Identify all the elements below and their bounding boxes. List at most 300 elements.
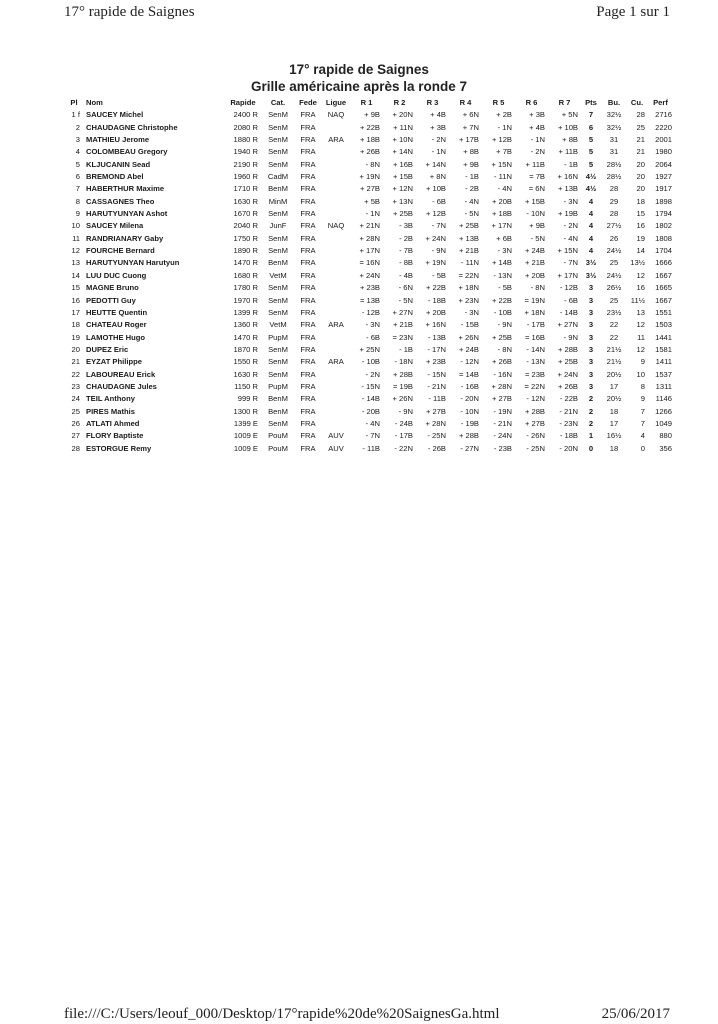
cell-round-5: - 10B [493,307,512,317]
cell-perf: 1704 [655,246,672,256]
cell-round-3: - 21N [427,381,446,391]
cell-pl: 7 [75,184,80,194]
cell-round-6: - 26N [526,431,545,441]
cell-nom: SAUCEY Michel [86,110,144,120]
cell-round-3: - 25N [427,431,446,441]
cell-ligue [322,282,350,294]
table-row [62,220,674,232]
cell-cat: PupM [268,381,288,391]
cell-pl: 13 [71,258,80,268]
cell-ligue [322,183,350,195]
cell-round-5: + 26B [491,357,512,367]
cell-ligue [322,344,350,356]
column-header-perf: Perf [653,98,668,107]
cell-nom: MAGNE Bruno [86,283,139,293]
cell-round-1: + 25N [359,344,380,354]
cell-rapide: 2400 R [233,110,258,120]
cell-nom: CHAUDAGNE Jules [86,381,157,391]
cell-round-4: + 17B [458,135,479,145]
cell-pts: 4½ [585,172,597,182]
cell-round-3: + 4B [430,110,446,120]
cell-ligue [322,307,350,319]
cell-pl: 24 [71,394,80,404]
cell-cat: VetM [269,320,287,330]
cell-fede: FRA [300,418,316,428]
cell-round-1: - 1N [365,209,380,219]
cell-round-6: - 8N [530,283,545,293]
cell-round-3: + 27B [425,406,446,416]
cell-pts: 5 [588,147,594,157]
cell-fede: FRA [300,159,316,169]
cell-cat: SenM [268,110,288,120]
cell-ligue [322,233,350,245]
cell-perf: 1898 [655,196,672,206]
cell-cat: MinM [268,196,288,206]
cell-round-7: + 16N [557,172,578,182]
cell-round-2: + 20N [392,110,413,120]
cell-nom: EYZAT Philippe [86,357,142,367]
cell-perf: 1917 [655,184,672,194]
cell-round-7: + 28B [557,344,578,354]
cell-round-2: - 4B [399,270,413,280]
cell-nom: HARUTYUNYAN Ashot [86,209,168,219]
cell-bu: 25 [609,258,619,268]
cell-cat: BenM [268,394,288,404]
cell-pts: 2 [588,418,594,428]
cell-cu: 13 [636,307,645,317]
cell-pl: 22 [71,369,80,379]
table-row [62,183,674,195]
cell-nom: CHAUDAGNE Christophe [86,122,178,132]
cell-perf: 1551 [655,307,672,317]
cell-round-6: = 23B [524,369,545,379]
cell-rapide: 1710 R [233,184,258,194]
cell-round-3: - 13B [427,332,446,342]
cell-round-1: + 24N [359,270,380,280]
cell-perf: 1537 [655,369,672,379]
cell-cat: SenM [268,369,288,379]
cell-cu: 19 [636,233,645,243]
cell-cu: 7 [640,406,645,416]
standings-table [62,97,674,455]
cell-pl: 9 [75,209,80,219]
cell-round-1: - 7N [365,431,380,441]
cell-perf: 1665 [655,283,672,293]
table-row [62,257,674,269]
cell-nom: LABOUREAU Erick [86,369,156,379]
cell-bu: 32½ [606,122,622,132]
cell-round-4: + 8B [463,147,479,157]
cell-cu: 11 [637,332,645,342]
cell-round-4: + 9B [463,159,479,169]
cell-perf: 880 [659,431,672,441]
cell-cu: 15 [636,209,645,219]
cell-round-6: = 16B [524,332,545,342]
cell-ligue [322,171,350,183]
cell-pl: 25 [71,406,80,416]
cell-nom: HABERTHUR Maxime [86,184,165,194]
cell-pl: 8 [75,196,80,206]
table-row [62,196,674,208]
cell-perf: 2716 [655,110,672,120]
column-header-r1: R 1 [360,98,373,107]
cell-nom: CASSAGNES Theo [86,196,155,206]
cell-pts: 4 [588,196,594,206]
cell-nom: MATHIEU Jerome [86,135,150,145]
cell-rapide: 1780 R [233,283,258,293]
cell-round-7: + 5N [561,110,578,120]
table-row [62,319,674,331]
cell-round-7: + 27N [557,320,578,330]
cell-round-3: - 11B [428,394,446,404]
cell-rapide: 1750 R [233,233,258,243]
cell-round-2: - 5N [398,295,413,305]
cell-ligue [322,406,350,418]
cell-fede: FRA [300,307,316,317]
cell-cu: 4 [640,431,645,441]
document-subtitle: Grille américaine après la ronde 7 [250,79,468,94]
cell-round-2: = 19B [392,381,413,391]
cell-bu: 28½ [606,159,622,169]
cell-round-7: + 17N [557,270,578,280]
cell-round-3: + 23B [425,357,446,367]
cell-bu: 28 [609,209,619,219]
cell-round-6: + 4B [529,122,545,132]
cell-round-6: - 17B [526,320,545,330]
cell-round-2: - 22N [394,443,413,453]
cell-ligue [322,418,350,430]
cell-round-7: - 20N [559,443,578,453]
cell-perf: 2220 [655,122,672,132]
cell-pts: 7 [588,110,594,120]
cell-round-5: + 6B [496,233,512,243]
cell-pts: 3 [588,307,594,317]
cell-perf: 1503 [655,320,672,330]
cell-pts: 5 [588,135,594,145]
cell-round-1: + 5B [364,196,380,206]
cell-round-1: + 19N [359,172,380,182]
cell-perf: 1667 [655,270,672,280]
column-header-pl: Pl [70,98,78,107]
cell-round-1: + 9B [364,110,380,120]
cell-nom: HARUTYUNYAN Harutyun [86,258,180,268]
cell-round-2: - 7B [399,246,413,256]
table-row [62,159,674,171]
page-header-title: 17° rapide de Saignes [64,4,195,20]
cell-round-3: - 9N [431,246,446,256]
cell-round-1: + 27B [359,184,380,194]
cell-bu: 25 [609,295,619,305]
cell-perf: 1927 [655,172,672,182]
cell-round-2: - 18N [394,357,413,367]
cell-round-7: - 1B [564,159,578,169]
cell-pts: 3½ [585,270,597,280]
cell-pl: 6 [75,172,80,182]
cell-perf: 1049 [655,418,672,428]
cell-pl: 1 f [71,110,80,120]
cell-rapide: 1009 E [233,431,258,441]
cell-round-5: - 9N [497,320,512,330]
cell-pts: 4 [588,221,594,231]
cell-round-5: + 28N [491,381,512,391]
cell-cat: SenM [268,283,288,293]
cell-round-2: + 25B [392,209,413,219]
cell-rapide: 1680 R [233,270,258,280]
cell-round-4: + 6N [462,110,479,120]
cell-round-6: + 20B [524,270,545,280]
cell-rapide: 2040 R [233,221,258,231]
table-row [62,307,674,319]
cell-nom: LUU DUC Cuong [86,270,147,280]
cell-bu: 29 [609,196,619,206]
cell-round-5: - 8N [497,344,512,354]
cell-round-1: + 17N [359,246,380,256]
cell-ligue [322,122,350,134]
cell-cat: SenM [268,147,288,157]
cell-cu: 12 [636,270,645,280]
cell-round-2: - 17B [394,431,413,441]
table-row [62,208,674,220]
cell-round-6: + 18N [524,307,545,317]
cell-round-3: + 14N [425,159,446,169]
cell-pl: 14 [71,270,80,280]
cell-round-2: - 8B [399,258,413,268]
cell-round-4: - 20N [460,394,479,404]
cell-round-6: + 24B [524,246,545,256]
cell-round-5: + 7B [496,147,512,157]
cell-cu: 18 [636,196,645,206]
cell-round-4: - 11N [460,258,479,268]
cell-round-6: = 19N [524,295,545,305]
cell-round-2: - 1B [399,344,413,354]
cell-round-1: - 4N [365,418,380,428]
cell-round-3: + 28N [425,418,446,428]
cell-cu: 20 [636,172,645,182]
cell-cu: 21 [636,135,645,145]
cell-pts: 6 [588,122,594,132]
cell-round-7: - 4N [563,233,578,243]
cell-round-6: - 14N [526,344,545,354]
cell-bu: 16½ [606,431,622,441]
cell-rapide: 1630 R [233,369,258,379]
cell-round-3: + 22B [425,283,446,293]
cell-bu: 20½ [606,394,622,404]
cell-round-7: + 11B [558,147,578,157]
cell-cu: 9 [640,394,645,404]
cell-cu: 28 [636,110,645,120]
cell-round-7: - 12B [559,283,578,293]
cell-round-7: + 26B [557,381,578,391]
cell-rapide: 1150 R [234,381,258,391]
table-row [62,245,674,257]
cell-round-3: - 18B [427,295,446,305]
cell-fede: FRA [300,147,316,157]
cell-fede: FRA [300,357,316,367]
cell-ligue [322,146,350,158]
cell-round-7: + 25B [557,357,578,367]
cell-round-6: + 3B [529,110,545,120]
cell-round-7: + 24N [557,369,578,379]
cell-round-1: - 3N [365,320,380,330]
cell-round-1: - 2N [365,369,380,379]
cell-perf: 1808 [655,233,672,243]
cell-ligue: AUV [328,431,344,441]
cell-pts: 3 [588,332,594,342]
cell-bu: 27½ [606,221,622,231]
cell-cu: 12 [636,320,645,330]
cell-round-4: - 15B [460,320,479,330]
table-row [62,122,674,134]
cell-bu: 31 [609,147,619,157]
cell-rapide: 2190 R [233,159,258,169]
page-footer-path: file:///C:/Users/leouf_000/Desktop/17°rapide%20de%20SaignesGa.html [64,1006,500,1022]
table-row [62,344,674,356]
cell-fede: FRA [300,233,316,243]
cell-round-4: - 27N [460,443,479,453]
cell-round-3: - 7N [431,221,446,231]
cell-fede: FRA [300,221,316,231]
cell-cu: 7 [640,418,645,428]
cell-round-4: + 25B [458,221,479,231]
cell-round-7: + 10B [557,122,578,132]
cell-bu: 17 [609,381,619,391]
cell-round-7: + 15N [557,246,578,256]
cell-pts: 4 [588,233,594,243]
cell-cu: 14 [636,246,645,256]
cell-fede: FRA [300,270,316,280]
cell-rapide: 2080 R [233,122,258,132]
cell-ligue [322,295,350,307]
cell-round-4: + 24B [458,344,479,354]
cell-rapide: 1470 R [233,332,258,342]
cell-fede: FRA [300,209,316,219]
cell-round-1: = 16N [359,258,380,268]
column-header-r3: R 3 [426,98,439,107]
cell-round-7: - 21N [559,406,578,416]
cell-ligue [322,332,350,344]
table-row [62,430,674,442]
cell-pl: 10 [71,221,80,231]
cell-round-1: - 14B [361,394,380,404]
cell-pts: 0 [588,443,594,453]
cell-pts: 4 [588,246,594,256]
cell-round-3: + 20B [425,307,446,317]
cell-round-4: + 13B [458,233,479,243]
cell-round-6: - 2N [530,147,545,157]
table-row [62,134,674,146]
cell-cu: 21 [636,147,645,157]
cell-ligue: NAQ [327,221,345,231]
cell-round-5: - 24N [493,431,512,441]
cell-fede: FRA [300,283,316,293]
cell-round-5: + 15N [491,159,512,169]
cell-fede: FRA [300,110,316,120]
table-row [62,356,674,368]
cell-pl: 17 [71,307,80,317]
cell-round-5: - 19N [493,406,512,416]
cell-round-5: - 3N [497,246,512,256]
cell-pl: 3 [75,135,80,145]
cell-round-7: - 22B [559,394,578,404]
cell-rapide: 1399 R [233,307,258,317]
cell-round-6: + 11B [525,159,545,169]
cell-cat: SenM [268,357,288,367]
cell-round-4: = 22N [458,270,479,280]
cell-cat: SenM [268,246,288,256]
page-footer-date: 25/06/2017 [601,1006,670,1022]
cell-round-1: - 20B [361,406,380,416]
cell-rapide: 1550 R [233,357,258,367]
cell-round-6: - 1N [530,135,545,145]
cell-round-2: + 21B [392,320,413,330]
cell-cat: SenM [268,122,288,132]
cell-round-3: + 8N [429,172,446,182]
cell-fede: FRA [300,246,316,256]
cell-cat: BenM [268,258,288,268]
cell-round-4: - 5N [464,209,479,219]
cell-ligue [322,369,350,381]
cell-round-1: - 6B [366,332,380,342]
cell-fede: FRA [300,332,316,342]
cell-fede: FRA [300,295,316,305]
cell-round-6: + 21B [524,258,545,268]
cell-pl: 27 [71,431,80,441]
cell-cu: 20 [636,184,645,194]
cell-round-1: + 28N [359,233,380,243]
cell-round-5: + 17N [491,221,512,231]
cell-pl: 26 [71,418,80,428]
cell-pl: 19 [71,332,80,342]
cell-rapide: 1009 E [233,443,258,453]
cell-round-5: - 16N [493,369,512,379]
cell-pts: 3 [588,357,594,367]
cell-perf: 1411 [655,357,672,367]
cell-round-7: + 13B [557,184,578,194]
table-row [62,332,674,344]
cell-cat: SenM [268,344,288,354]
cell-pl: 23 [71,381,80,391]
cell-bu: 23½ [606,307,622,317]
cell-cat: SenM [268,135,288,145]
cell-perf: 2001 [655,135,672,145]
cell-pts: 3 [588,320,594,330]
cell-round-7: - 9N [563,332,578,342]
cell-cat: SenM [268,418,288,428]
cell-round-2: + 13N [392,196,413,206]
cell-bu: 26½ [606,283,622,293]
cell-nom: CHATEAU Roger [86,320,147,330]
cell-perf: 1441 [655,332,672,342]
cell-cu: 12 [636,344,645,354]
cell-round-4: = 14B [458,369,479,379]
cell-nom: LAMOTHE Hugo [86,332,146,342]
cell-pl: 2 [75,122,80,132]
cell-round-4: + 28B [458,431,479,441]
cell-fede: FRA [300,196,316,206]
cell-round-5: + 12B [491,135,512,145]
cell-round-7: - 18B [559,431,578,441]
cell-round-6: + 15B [524,196,545,206]
cell-fede: FRA [300,122,316,132]
cell-ligue [322,393,350,405]
cell-ligue [322,270,350,282]
cell-pl: 15 [71,283,80,293]
cell-pts: 3 [588,283,594,293]
cell-round-2: + 28B [392,369,413,379]
table-row [62,171,674,183]
column-header-r7: R 7 [558,98,571,107]
column-header-r6: R 6 [525,98,538,107]
